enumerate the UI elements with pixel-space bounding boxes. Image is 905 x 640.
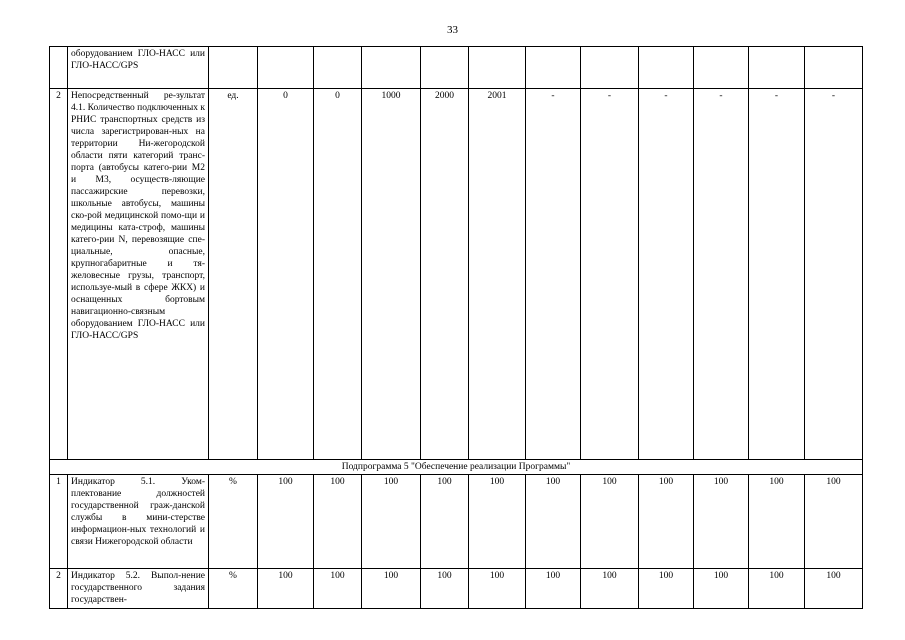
value-cell: 100 bbox=[362, 569, 421, 609]
value-cell: - bbox=[805, 89, 863, 460]
indicator-name: Непосредственный ре-зультат 4.1. Количество подключенных к РНИС транспортных средств из числа зарегистрирован-ных на территории Ни-жегородской области пяти категорий транс-порта (автобусы катего-рии М2 и М3, осуществ-ляющие пассажирские перевозки, школьные автобусы, машины ско-рой медицинской помо-щи и медицины ката-строф, машины катего-рии N, перевозящие спе-циальные, опасные, крупногабаритные и тя-желовесные грузы, транспорт, используе-мый в сфере ЖКХ) и оснащенных бортовым навигационно-связным оборудованием ГЛО-НАСС или ГЛО-НАСС/GPS bbox=[68, 89, 209, 460]
value-cell bbox=[639, 47, 694, 89]
value-cell: 100 bbox=[749, 475, 805, 569]
unit-cell: % bbox=[209, 569, 258, 609]
value-cell: - bbox=[581, 89, 639, 460]
value-cell: 100 bbox=[694, 569, 749, 609]
value-cell: 2001 bbox=[469, 89, 526, 460]
indicators-table bbox=[49, 46, 863, 609]
row-number bbox=[50, 47, 68, 89]
value-cell: 100 bbox=[314, 475, 362, 569]
table-row bbox=[50, 89, 863, 460]
indicator-name: Индикатор 5.2. Выпол-нение государственного задания государствен- bbox=[68, 569, 209, 609]
value-cell bbox=[314, 47, 362, 89]
value-cell: - bbox=[749, 89, 805, 460]
subprogram-row bbox=[50, 460, 863, 475]
value-cell: 100 bbox=[258, 475, 314, 569]
value-cell bbox=[526, 47, 581, 89]
value-cell: - bbox=[639, 89, 694, 460]
value-cell: 100 bbox=[581, 569, 639, 609]
unit-cell: ед. bbox=[209, 89, 258, 460]
value-cell bbox=[581, 47, 639, 89]
value-cell: 100 bbox=[749, 569, 805, 609]
value-cell: - bbox=[694, 89, 749, 460]
unit-cell bbox=[209, 47, 258, 89]
value-cell: - bbox=[526, 89, 581, 460]
value-cell: 100 bbox=[314, 569, 362, 609]
value-cell: 0 bbox=[258, 89, 314, 460]
value-cell bbox=[749, 47, 805, 89]
value-cell: 100 bbox=[805, 569, 863, 609]
value-cell: 2000 bbox=[421, 89, 469, 460]
value-cell: 0 bbox=[314, 89, 362, 460]
value-cell: 100 bbox=[362, 475, 421, 569]
row-number: 2 bbox=[50, 569, 68, 609]
value-cell: 100 bbox=[258, 569, 314, 609]
value-cell: 100 bbox=[694, 475, 749, 569]
value-cell: 1000 bbox=[362, 89, 421, 460]
table-row bbox=[50, 569, 863, 609]
value-cell: 100 bbox=[639, 569, 694, 609]
value-cell: 100 bbox=[469, 475, 526, 569]
value-cell: 100 bbox=[805, 475, 863, 569]
table-row bbox=[50, 47, 863, 89]
subprogram-title: Подпрограмма 5 "Обеспечение реализации Программы" bbox=[50, 460, 863, 475]
value-cell bbox=[805, 47, 863, 89]
unit-cell: % bbox=[209, 475, 258, 569]
indicator-name: Индикатор 5.1. Уком-плектование должностей государственной граж-данской службы в мини-стерстве информацион-ных технологий и связи Нижегородской области bbox=[68, 475, 209, 569]
table-row bbox=[50, 475, 863, 569]
page-number: 33 bbox=[447, 24, 458, 36]
value-cell bbox=[694, 47, 749, 89]
value-cell: 100 bbox=[581, 475, 639, 569]
row-number: 1 bbox=[50, 475, 68, 569]
value-cell: 100 bbox=[421, 569, 469, 609]
value-cell: 100 bbox=[421, 475, 469, 569]
value-cell: 100 bbox=[639, 475, 694, 569]
row-number: 2 bbox=[50, 89, 68, 460]
value-cell bbox=[421, 47, 469, 89]
value-cell bbox=[469, 47, 526, 89]
value-cell bbox=[258, 47, 314, 89]
value-cell: 100 bbox=[526, 569, 581, 609]
value-cell bbox=[362, 47, 421, 89]
value-cell: 100 bbox=[469, 569, 526, 609]
value-cell: 100 bbox=[526, 475, 581, 569]
indicator-name: оборудованием ГЛО-НАСС или ГЛО-НАСС/GPS bbox=[68, 47, 209, 89]
